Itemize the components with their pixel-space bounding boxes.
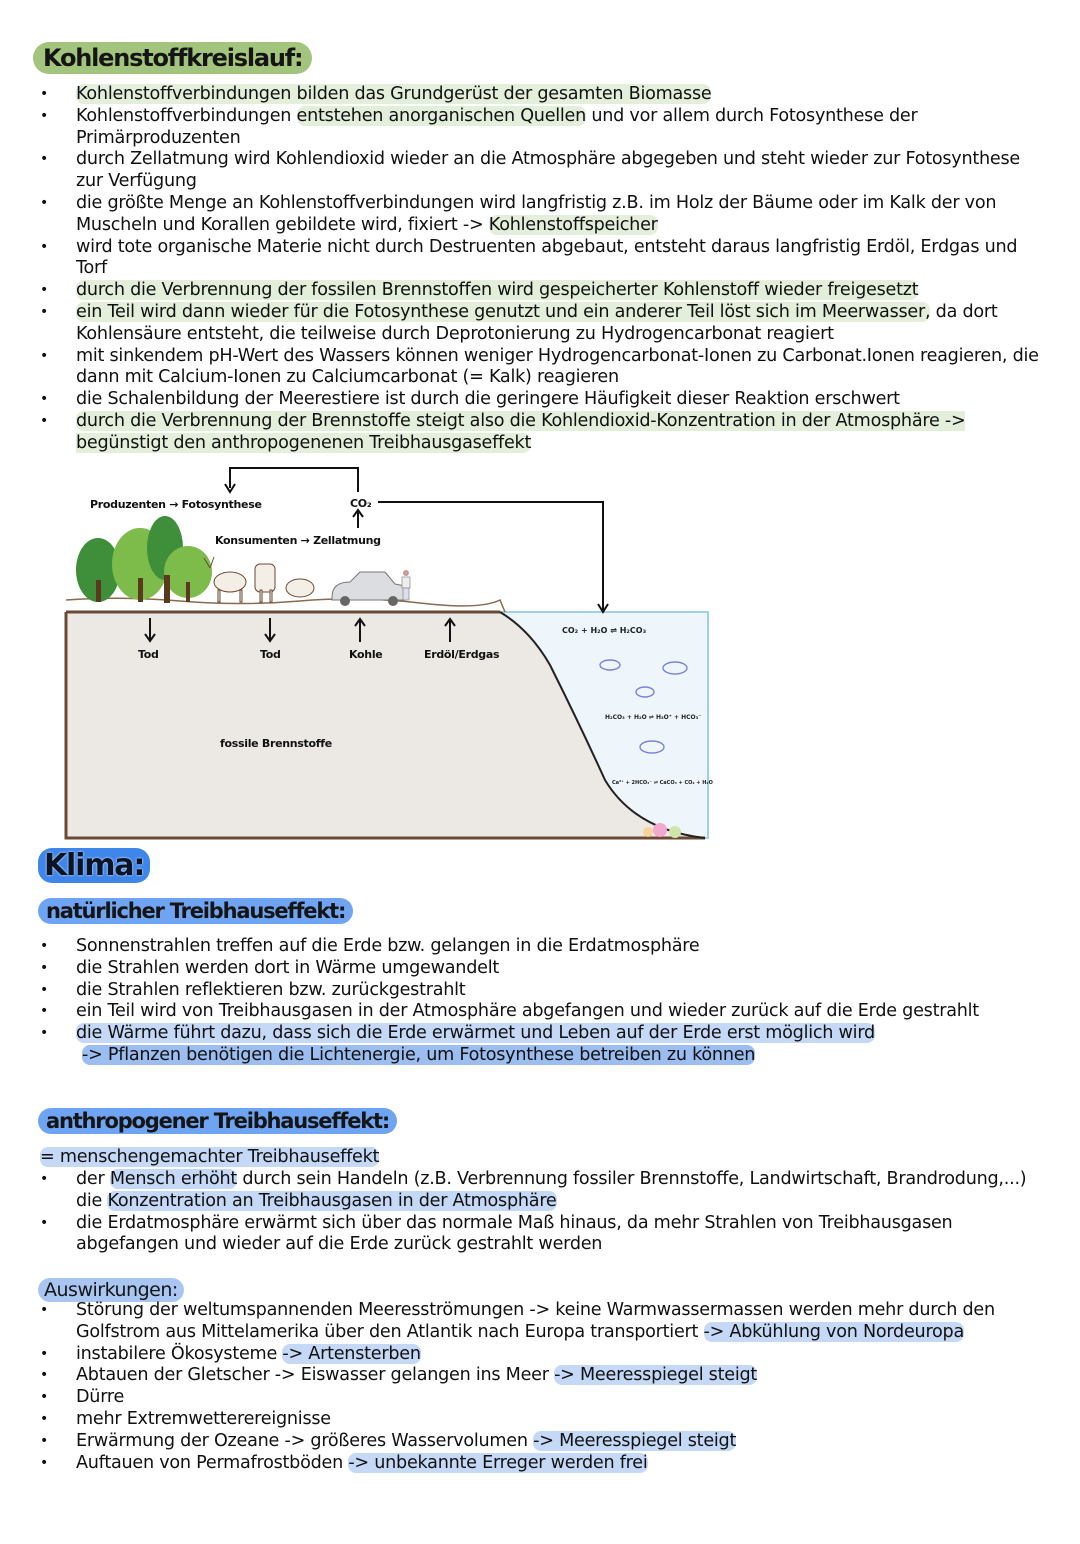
section-title-climate: Klima: — [38, 848, 150, 883]
label-coal: Kohle — [349, 648, 383, 661]
label-producers: Produzenten → Fotosynthese — [90, 498, 262, 511]
carbon-cycle-list — [40, 84, 1050, 455]
list-item: • Kohlenstoffverbindungen bilden das Grundgerüst der gesamten Biomasse — [40, 84, 1050, 106]
diagram-graphics — [60, 460, 720, 845]
list-item: • durch die Verbrennung der Brennstoffe steigt also die Kohlendioxid-Konzentration in der Atmosphäre -> begünstigt den anthropogenenen Treibhausgaseffekt — [40, 411, 1050, 455]
list-item: • die Wärme führt dazu, dass sich die Erde erwärmet und Leben auf der Erde erst möglich wird -> Pflanzen benötigen die Lichtenergie, um Fotosynthese betreiben zu können — [40, 1023, 1050, 1067]
list-item: • Kohlenstoffverbindungen entstehen anorganischen Quellen und vor allem durch Fotosynthese der Primärproduzenten — [40, 106, 1050, 150]
label-co2: CO₂ — [350, 497, 372, 510]
anthropogenic-definition: = menschengemachter Treibhauseffekt — [40, 1147, 380, 1167]
list-item: • durch die Verbrennung der fossilen Brennstoffen wird gespeicherter Kohlenstoff wieder freigesetzt — [40, 280, 1050, 302]
animals — [204, 557, 314, 602]
trees — [76, 516, 212, 603]
natural-effect-list — [40, 936, 1050, 1067]
list-item: • der Mensch erhöht durch sein Handeln (z.B. Verbrennung fossiler Brennstoffe, Landwirtschaft, Brandrodung,...) die Konzentration an Treibhausgasen in der Atmosphäre — [40, 1169, 1050, 1213]
equation-2: H₂CO₃ + H₂O ⇌ H₃O⁺ + HCO₃⁻ — [605, 714, 702, 721]
list-item: • die Schalenbildung der Meerestiere ist durch die geringere Häufigkeit dieser Reaktion erschwert — [40, 389, 1050, 411]
list-item: • Störung der weltumspannenden Meeresströmungen -> keine Warmwassermassen werden mehr durch den Golfstrom aus Mittelamerika über den Atlantik nach Europa transportiert -> Abkühlung von Nordeuropa — [40, 1300, 1050, 1344]
list-item: • Dürre — [40, 1387, 1050, 1409]
car — [332, 572, 407, 606]
equation-3: Ca²⁺ + 2HCO₃⁻ ⇌ CaCO₃ + CO₂ + H₂O — [612, 780, 713, 786]
section-title-carbon-cycle: Kohlenstoffkreislauf: — [33, 42, 312, 74]
label-death-1: Tod — [138, 648, 159, 661]
anthropogenic-list — [40, 1169, 1050, 1256]
label-fossil-fuels: fossile Brennstoffe — [220, 737, 332, 750]
list-item: • mehr Extremwetterereignisse — [40, 1409, 1050, 1431]
list-item: • Auftauen von Permafrostböden -> unbekannte Erreger werden frei — [40, 1453, 1050, 1475]
list-item: • die Strahlen werden dort in Wärme umgewandelt — [40, 958, 1050, 980]
list-item: • die größte Menge an Kohlenstoffverbindungen wird langfristig z.B. im Holz der Bäume oder im Kalk der von Muscheln und Korallen gebildete wird, fixiert -> Kohlenstoffspeicher — [40, 193, 1050, 237]
effects-list — [40, 1300, 1050, 1474]
list-item: • durch Zellatmung wird Kohlendioxid wieder an die Atmosphäre abgegeben und steht wieder zur Fotosynthese zur Verfügung — [40, 149, 1050, 193]
list-item: • ein Teil wird dann wieder für die Fotosynthese genutzt und ein anderer Teil löst sich im Meerwasser, da dort Kohlensäure entsteht, die teilweise durch Deprotonierung zu Hydrogencarbonat reagiert — [40, 302, 1050, 346]
subsection-title-effects: Auswirkungen: — [38, 1278, 184, 1302]
list-item: • die Erdatmosphäre erwärmt sich über das normale Maß hinaus, da mehr Strahlen von Treibhausgasen abgefangen und wieder auf die Erde zurück gestrahlt werden — [40, 1213, 1050, 1257]
label-death-2: Tod — [260, 648, 281, 661]
list-item: • wird tote organische Materie nicht durch Destruenten abgebaut, entsteht daraus langfristig Erdöl, Erdgas und Torf — [40, 237, 1050, 281]
person — [402, 570, 410, 600]
list-item: • Sonnenstrahlen treffen auf die Erde bzw. gelangen in die Erdatmosphäre — [40, 936, 1050, 958]
list-item: • die Strahlen reflektieren bzw. zurückgestrahlt — [40, 980, 1050, 1002]
subsection-title-anthropogenic: anthropogener Treibhauseffekt: — [38, 1108, 397, 1134]
label-consumers: Konsumenten → Zellatmung — [215, 534, 381, 547]
equation-1: CO₂ + H₂O ⇌ H₂CO₃ — [562, 626, 647, 635]
carbon-cycle-diagram — [60, 460, 720, 845]
list-item: • Abtauen der Gletscher -> Eiswasser gelangen ins Meer -> Meeresspiegel steigt — [40, 1365, 1050, 1387]
list-item: • mit sinkendem pH-Wert des Wassers können weniger Hydrogencarbonat-Ionen zu Carbonat.Ionen reagieren, die dann mit Calcium-Ionen zu Calciumcarbonat (= Kalk) reagieren — [40, 346, 1050, 390]
subsection-title-natural: natürlicher Treibhauseffekt: — [38, 898, 353, 924]
list-item: • ein Teil wird von Treibhausgasen in der Atmosphäre abgefangen und wieder zurück auf die Erde gestrahlt — [40, 1001, 1050, 1023]
label-oil-gas: Erdöl/Erdgas — [424, 648, 500, 661]
list-item: • instabilere Ökosysteme -> Artensterben — [40, 1344, 1050, 1366]
list-item: • Erwärmung der Ozeane -> größeres Wasservolumen -> Meeresspiegel steigt — [40, 1431, 1050, 1453]
